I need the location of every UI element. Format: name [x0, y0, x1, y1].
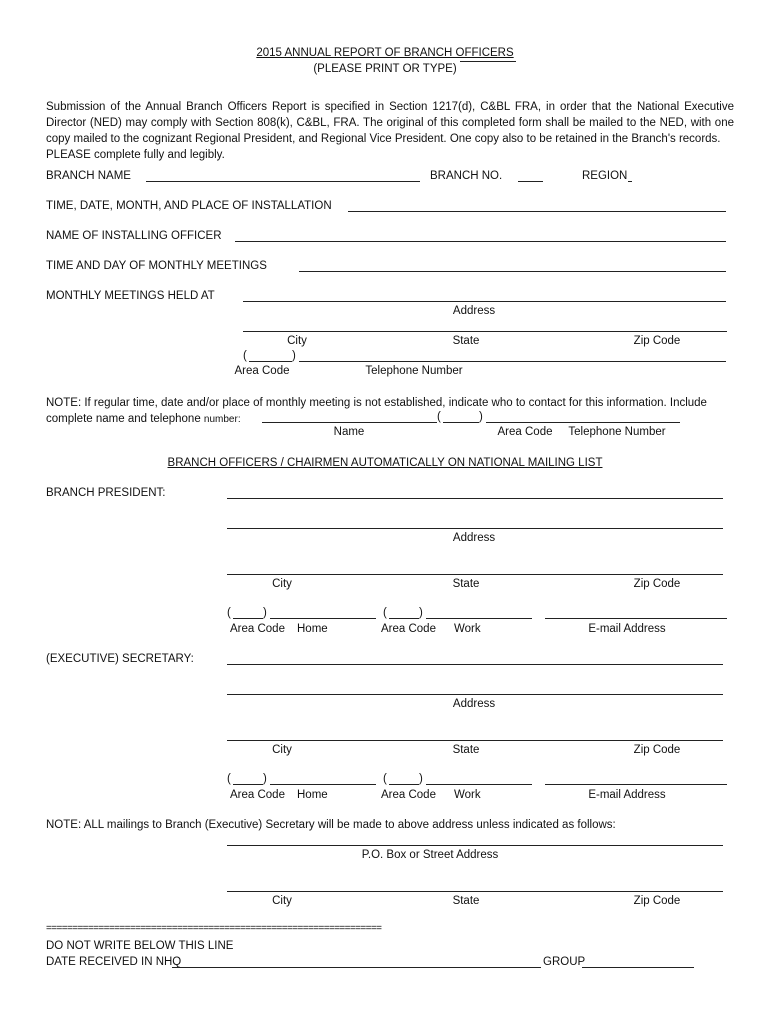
branch-name-field[interactable]: [146, 181, 420, 182]
contact-note-text: NOTE: If regular time, date and/or place of monthly meeting is not established, indicate who to contact for this information. Include complete name and telephone: [46, 397, 707, 425]
open-paren: (: [383, 773, 387, 785]
po-box-caption: P.O. Box or Street Address: [361, 849, 499, 861]
email-caption: E-mail Address: [588, 789, 666, 801]
home-caption: Home: [297, 623, 328, 635]
installation-label: TIME, DATE, MONTH, AND PLACE OF INSTALLATION: [46, 200, 332, 212]
secretary-city-state-zip-field[interactable]: [227, 740, 723, 741]
president-home-phone-field[interactable]: [270, 618, 376, 619]
area-code-caption: Area Code: [230, 623, 285, 635]
secretary-address-field[interactable]: [227, 694, 723, 695]
area-code-caption: Area Code: [497, 426, 553, 438]
area-code-caption: Area Code: [381, 789, 436, 801]
work-caption: Work: [454, 789, 481, 801]
mailing-city-state-zip-field[interactable]: [227, 891, 723, 892]
intro-text: Submission of the Annual Branch Officers Report is specified in Section 1217(d), C&BL FRA, in order that the National Executive Director (NED) may comply with Section 808(k), C&BL, FRA. The original of this completed form shall be mailed to the NED, with one copy mailed to the cognizant Regional President, and Regional Vice President. One copy also to be retained in the Branch's records.: [46, 101, 734, 145]
form-subtitle: (PLEASE PRINT OR TYPE): [313, 63, 457, 75]
close-paren: ): [292, 350, 296, 362]
close-paren: ): [263, 607, 267, 619]
close-paren: ): [263, 773, 267, 785]
meetings-held-at-label: MONTHLY MEETINGS HELD AT: [46, 290, 215, 302]
secretary-work-area-code-field[interactable]: [389, 784, 419, 785]
secretary-name-field[interactable]: [227, 664, 723, 665]
city-caption: City: [272, 744, 292, 756]
intro-paragraph: [46, 99, 734, 163]
president-work-area-code-field[interactable]: [389, 618, 419, 619]
form-title: 2015 ANNUAL REPORT OF BRANCH OFFICERS: [256, 47, 514, 59]
zip-caption: Zip Code: [633, 335, 681, 347]
open-paren: (: [227, 773, 231, 785]
separator-line: ================================================================: [46, 923, 382, 934]
installing-officer-field[interactable]: [235, 241, 726, 242]
branch-name-label: BRANCH NAME: [46, 170, 131, 182]
telephone-caption: Telephone Number: [365, 365, 463, 377]
meetings-phone-field[interactable]: [299, 361, 726, 362]
president-home-area-code-field[interactable]: [233, 618, 263, 619]
president-label: BRANCH PRESIDENT:: [46, 487, 166, 499]
monthly-meetings-label: TIME AND DAY OF MONTHLY MEETINGS: [46, 260, 267, 272]
monthly-meetings-field[interactable]: [299, 271, 726, 272]
date-received-field[interactable]: [172, 967, 541, 968]
zip-caption: Zip Code: [633, 578, 681, 590]
group-field[interactable]: [582, 967, 694, 968]
close-paren: ): [419, 773, 423, 785]
president-work-phone-field[interactable]: [426, 618, 532, 619]
state-caption: State: [452, 744, 480, 756]
meetings-city-state-zip-field[interactable]: [243, 331, 727, 332]
contact-note-number-label: number:: [203, 414, 241, 425]
officers-heading: BRANCH OFFICERS / CHAIRMEN AUTOMATICALLY ON NATIONAL MAILING LIST: [167, 457, 603, 469]
region-field[interactable]: [628, 181, 632, 182]
close-paren: ): [479, 411, 483, 423]
mailing-address-field[interactable]: [227, 845, 723, 846]
installing-officer-label: NAME OF INSTALLING OFFICER: [46, 230, 222, 242]
email-caption: E-mail Address: [588, 623, 666, 635]
open-paren: (: [383, 607, 387, 619]
state-caption: State: [452, 335, 480, 347]
meetings-address-field[interactable]: [243, 301, 726, 302]
secretary-label: (EXECUTIVE) SECRETARY:: [46, 653, 194, 665]
date-received-label: DATE RECEIVED IN NHQ: [46, 956, 182, 968]
address-caption: Address: [452, 698, 496, 710]
do-not-write-label: DO NOT WRITE BELOW THIS LINE: [46, 940, 234, 952]
name-caption: Name: [333, 426, 365, 438]
state-caption: State: [452, 895, 480, 907]
close-paren: ): [419, 607, 423, 619]
city-caption: City: [272, 578, 292, 590]
home-caption: Home: [297, 789, 328, 801]
contact-phone-field[interactable]: [486, 422, 680, 423]
area-code-caption: Area Code: [234, 365, 290, 377]
meetings-area-code-field[interactable]: [249, 361, 292, 362]
address-caption: Address: [452, 305, 496, 317]
president-email-field[interactable]: [545, 618, 727, 619]
open-paren: (: [243, 350, 247, 362]
contact-name-field[interactable]: [262, 422, 437, 423]
branch-number-label: BRANCH NO.: [430, 170, 503, 182]
zip-caption: Zip Code: [633, 744, 681, 756]
open-paren: (: [437, 411, 441, 423]
region-label: REGION: [582, 170, 628, 182]
work-caption: Work: [454, 623, 481, 635]
branch-number-field[interactable]: [518, 181, 543, 182]
secretary-work-phone-field[interactable]: [426, 784, 532, 785]
state-caption: State: [452, 578, 480, 590]
installation-field[interactable]: [348, 211, 726, 212]
open-paren: (: [227, 607, 231, 619]
secretary-email-field[interactable]: [545, 784, 727, 785]
contact-area-code-field[interactable]: [443, 422, 479, 423]
zip-caption: Zip Code: [633, 895, 681, 907]
secretary-home-area-code-field[interactable]: [233, 784, 263, 785]
president-city-state-zip-field[interactable]: [227, 574, 723, 575]
city-caption: City: [287, 335, 307, 347]
city-caption: City: [272, 895, 292, 907]
address-caption: Address: [452, 532, 496, 544]
secretary-home-phone-field[interactable]: [270, 784, 376, 785]
contact-note: [46, 395, 734, 428]
president-address-field[interactable]: [227, 528, 723, 529]
president-name-field[interactable]: [227, 498, 723, 499]
mailing-note: NOTE: ALL mailings to Branch (Executive) Secretary will be made to above address unless indicated as follows:: [46, 819, 616, 831]
telephone-caption: Telephone Number: [568, 426, 666, 438]
title-underline-extension: [460, 61, 516, 62]
group-label: GROUP: [543, 956, 586, 968]
area-code-caption: Area Code: [381, 623, 436, 635]
intro-instruction: PLEASE complete fully and legibly.: [46, 149, 225, 161]
area-code-caption: Area Code: [230, 789, 285, 801]
